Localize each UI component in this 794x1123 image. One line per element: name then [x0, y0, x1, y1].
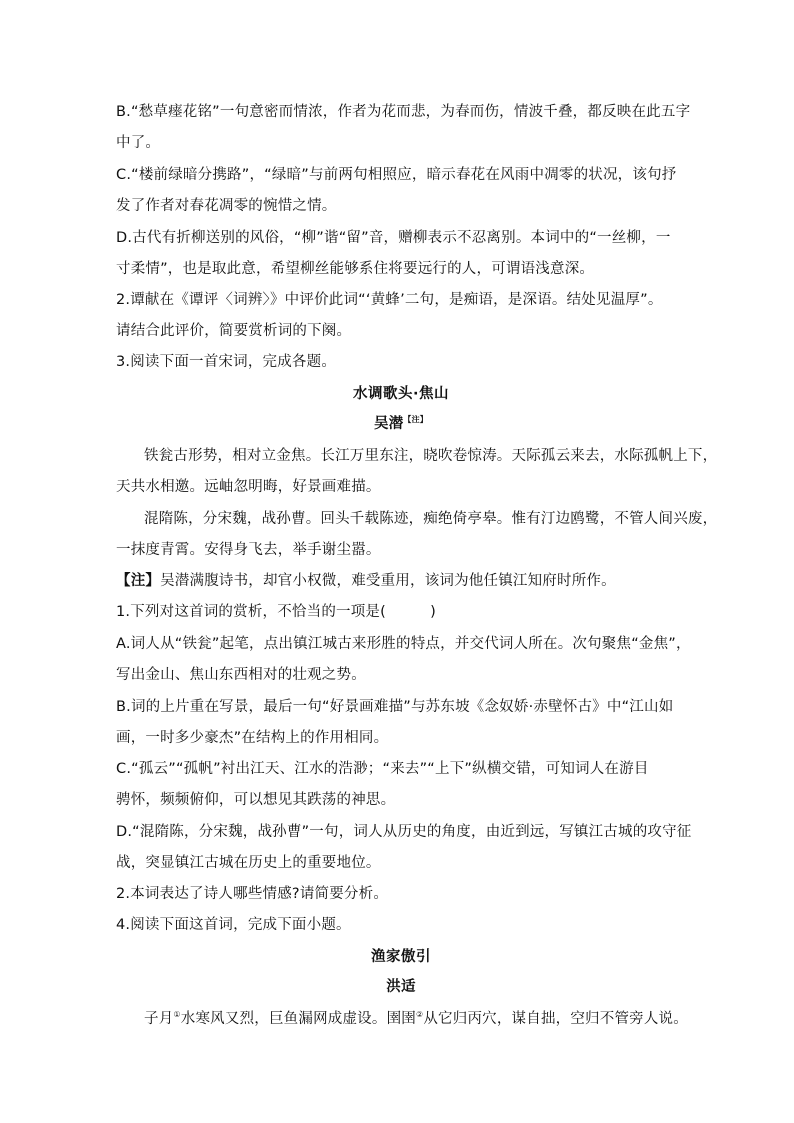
option-c-line2: 发了作者对春花凋零的惋惜之情。	[116, 198, 337, 214]
footnote-marker-2: ②	[415, 1010, 424, 1020]
poem-author	[116, 414, 686, 434]
option-c-line2: 骋怀，频频俯仰，可以想见其跌荡的神思。	[116, 792, 396, 808]
question-2-line2: 请结合此评价，简要赏析词的下阕。	[116, 323, 352, 339]
question-2: 2.本词表达了诗人哪些情感?请简要分析。	[116, 886, 389, 902]
poem-p2-line2: 一抹度青霄。安得身飞去，举手谢尘嚣。	[116, 542, 381, 558]
note-text: 吴潜满腹诗书，却官小权微，难受重用，该词为他任镇江知府时所作。	[160, 573, 616, 589]
option-d-line2: 战，突显镇江古城在历史上的重要地位。	[116, 855, 381, 871]
section-3-intro: 3.阅读下面一首宋词，完成各题。	[116, 354, 337, 370]
poem2-text-b: 水寒风又烈，巨鱼漏网成虚设。圉圉	[180, 1011, 416, 1027]
option-d-line1: D.古代有折柳送别的风俗，“柳”谐“留”音，赠柳表示不忍离别。本词中的“一丝柳，一	[116, 230, 671, 246]
poem2-text-c: 从它归丙穴，谋自拙，空归不管旁人说。	[423, 1011, 688, 1027]
option-d-line1: D.“混隋陈，分宋魏，战孙曹”一句，词人从历史的角度，由近到远，写镇江古城的攻守征	[116, 824, 692, 840]
poem-p1-line2: 天共水相邀。远岫忽明晦，好景画难描。	[116, 479, 381, 495]
option-c-line1: C.“孤云”“孤帆”衬出江天、江水的浩渺；“来去”“上下”纵横交错，可知词人在游目	[116, 761, 649, 777]
note-label: 【注】	[116, 573, 161, 589]
option-b-line2: 中了。	[116, 135, 161, 151]
option-b-line1: B.词的上片重在写景，最后一句“好景画难描”与苏东坡《念奴娇·赤壁怀古》中“江山如	[116, 699, 674, 715]
footnote-marker-1: ①	[173, 1010, 181, 1020]
option-b-line2: 画，一时多少豪杰”在结构上的作用相同。	[116, 730, 389, 746]
poem2-line1	[144, 1009, 688, 1029]
poem2-text-a: 子月	[144, 1011, 174, 1027]
option-a-line1: A.词人从“铁瓮”起笔，点出镇江城古来形胜的特点，并交代词人所在。次句聚焦“金焦”，	[116, 636, 691, 652]
poem-title-2: 渔家傲引	[371, 949, 431, 965]
poem-p2-line1: 混隋陈，分宋魏，战孙曹。回头千载陈迹，痴绝倚亭皋。惟有汀边鸥鹭，不管人间兴废，	[144, 511, 718, 527]
option-b-line1: B.“愁草瘗花铭”一句意密而情浓，作者为花而悲，为春而伤，情波千叠，都反映在此五字	[116, 104, 691, 120]
author-note-marker: 【注】	[403, 415, 428, 425]
poem-title: 水调歌头·焦山	[352, 386, 449, 402]
option-a-line2: 写出金山、焦山东西相对的壮观之势。	[116, 667, 366, 683]
question-1: 1.下列对这首词的赏析，不恰当的一项是( )	[116, 604, 436, 620]
poem-p1-line1: 铁瓮古形势，相对立金焦。长江万里东注，晓吹卷惊涛。天际孤云来去，水际孤帆上下，	[144, 448, 718, 464]
section-4-intro: 4.阅读下面这首词，完成下面小题。	[116, 917, 351, 933]
poem-note	[116, 571, 686, 591]
question-2-line1: 2.谭献在《谭评〈词辨〉》中评价此词“‘黄蜂’二句，是痴语，是深语。结处见温厚”。	[116, 292, 663, 308]
option-c-line1: C.“楼前绿暗分携路”，“绿暗”与前两句相照应，暗示春花在风雨中凋零的状况，该句抒	[116, 167, 677, 183]
option-d-line2: 寸柔情”，也是取此意，希望柳丝能够系住将要远行的人，可谓语浅意深。	[116, 261, 595, 277]
poem-author-name: 吴潜	[373, 416, 404, 432]
poem-author-2: 洪适	[386, 979, 416, 995]
